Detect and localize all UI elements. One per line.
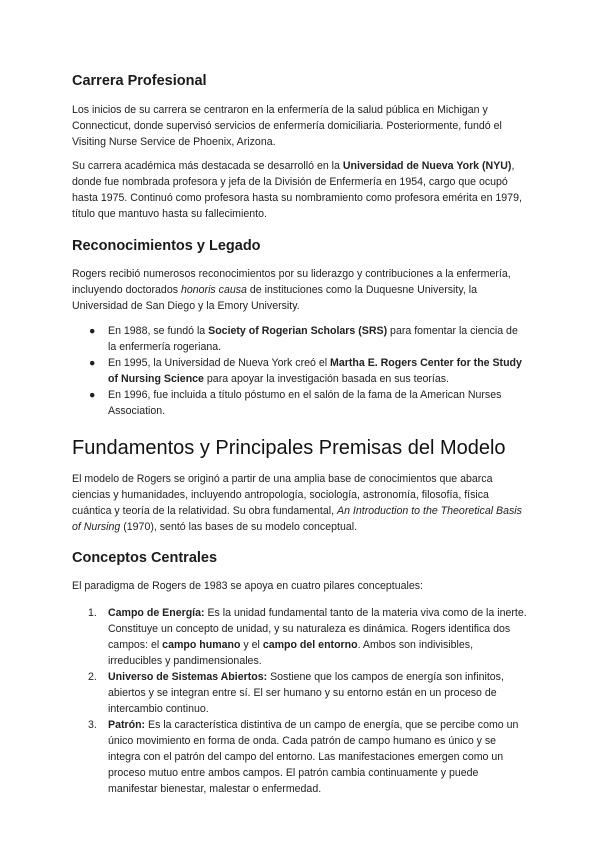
list-item-text: Es la característica distintiva de un campo de energía, que se percibe como un único movimiento en forma de onda. Cada patrón de campo humano es único y se integra con el patrón del campo del entorno. Las manifestaciones emergen como un proceso mutuo entre ambos campos. El patrón cambia continuamente y puede manifestar bienestar, malestar o enfermedad. (108, 719, 519, 795)
paragraph-text: , donde fue nombrada profesora y jefa de la División de Enfermería en 1954, cargo que ocupó hasta 1975. Continuó como profesora hasta su nombramiento como profesora emérita en 1979, título que mantuvo hasta su fallecimiento. (72, 160, 522, 220)
list-item-text: En 1988, se fundó la (108, 325, 209, 337)
list-item (72, 605, 528, 669)
list-item (72, 355, 528, 387)
concepts-list (72, 605, 528, 797)
list-number: 3. (88, 719, 97, 731)
paragraph-fundamentos (72, 471, 528, 535)
list-number: 1. (88, 607, 97, 619)
concept-term: Campo de Energía: (108, 607, 205, 619)
bullet-icon: ● (89, 325, 96, 337)
paragraph-text: Los inicios de su carrera se centraron en la enfermería de la salud pública en Michigan y Connecticut, donde supervisó servicios de enfermería domiciliaria. Posteriormente, fundó el Visiting Nurse Service de Phoenix, Arizona. (72, 104, 502, 148)
concept-term: Universo de Sistemas Abiertos: (108, 671, 268, 683)
paragraph-reconocimientos (72, 266, 528, 314)
paragraph-conceptos-intro: El paradigma de Rogers de 1983 se apoya en cuatro pilares conceptuales: (72, 580, 423, 592)
bold-text: campo del entorno (262, 639, 358, 651)
section-heading-conceptos: Conceptos Centrales (72, 550, 218, 566)
list-item-text: En 1996, fue incluida a título póstumo en el salón de la fama de la American Nurses Association. (108, 389, 502, 417)
list-item-text: Es la unidad fundamental tanto de la materia viva como de la inerte. Constituye un concepto de unidad, y su naturaleza es dinámica. Rogers identifica dos campos: el (108, 607, 527, 651)
recognition-list (72, 323, 528, 419)
paragraph-text: Su carrera académica más destacada se desarrolló en la (72, 160, 343, 172)
list-item (72, 387, 528, 419)
list-number: 2. (88, 671, 97, 683)
list-item-text: para apoyar la investigación basada en sus teorías. (203, 373, 449, 385)
bullet-icon: ● (89, 357, 96, 369)
list-item-text: Sostiene que los campos de energía son infinitos, abiertos y se integran entre sí. El ser humano y su entorno están en un proceso de intercambio continuo. (108, 671, 504, 715)
paragraph-text: El modelo de Rogers se originó a partir de una amplia base de conocimientos que abarca ciencias y humanidades, incluyendo antropología, sociología, astronomía, filosofía, física cuántica y teoría de la relatividad. Su obra fundamental, (72, 473, 493, 517)
bullet-icon: ● (89, 389, 96, 401)
section-heading-reconocimientos: Reconocimientos y Legado (72, 238, 261, 254)
list-item (72, 669, 528, 717)
list-item-text: En 1995, la Universidad de Nueva York creó el (108, 357, 331, 369)
bold-text: campo humano (162, 639, 241, 651)
list-item (72, 323, 528, 355)
list-item-text: para fomentar la ciencia de la enfermería rogeriana. (108, 325, 518, 353)
list-item-text: y el (240, 639, 263, 651)
paragraph-carrera-1 (72, 102, 528, 150)
list-item-text: . Ambos son indivisibles, irreducibles y pandimensionales. (108, 639, 474, 667)
italic-text: honoris causa (180, 284, 247, 296)
bold-text: Martha E. Rogers Center for the Study of Nursing Science (108, 357, 522, 385)
bold-text: Universidad de Nueva York (NYU) (342, 160, 512, 172)
bold-text: Society of Rogerian Scholars (SRS) (208, 325, 388, 337)
concept-term: Patrón: (108, 719, 146, 731)
section-title-fundamentos: Fundamentos y Principales Premisas del Modelo (72, 437, 506, 459)
paragraph-text: (1970), sentó las bases de su modelo conceptual. (120, 521, 358, 533)
paragraph-text: de instituciones como la Duquesne University, la Universidad de San Diego y la Emory University. (72, 284, 477, 312)
list-item (72, 717, 528, 797)
section-heading-carrera: Carrera Profesional (72, 73, 207, 89)
paragraph-text: Rogers recibió numerosos reconocimientos por su liderazgo y contribuciones a la enfermería, incluyendo doctorados (72, 268, 511, 296)
italic-text: An Introduction to the Theoretical Basis of Nursing (72, 505, 522, 533)
paragraph-carrera-2 (72, 158, 528, 222)
